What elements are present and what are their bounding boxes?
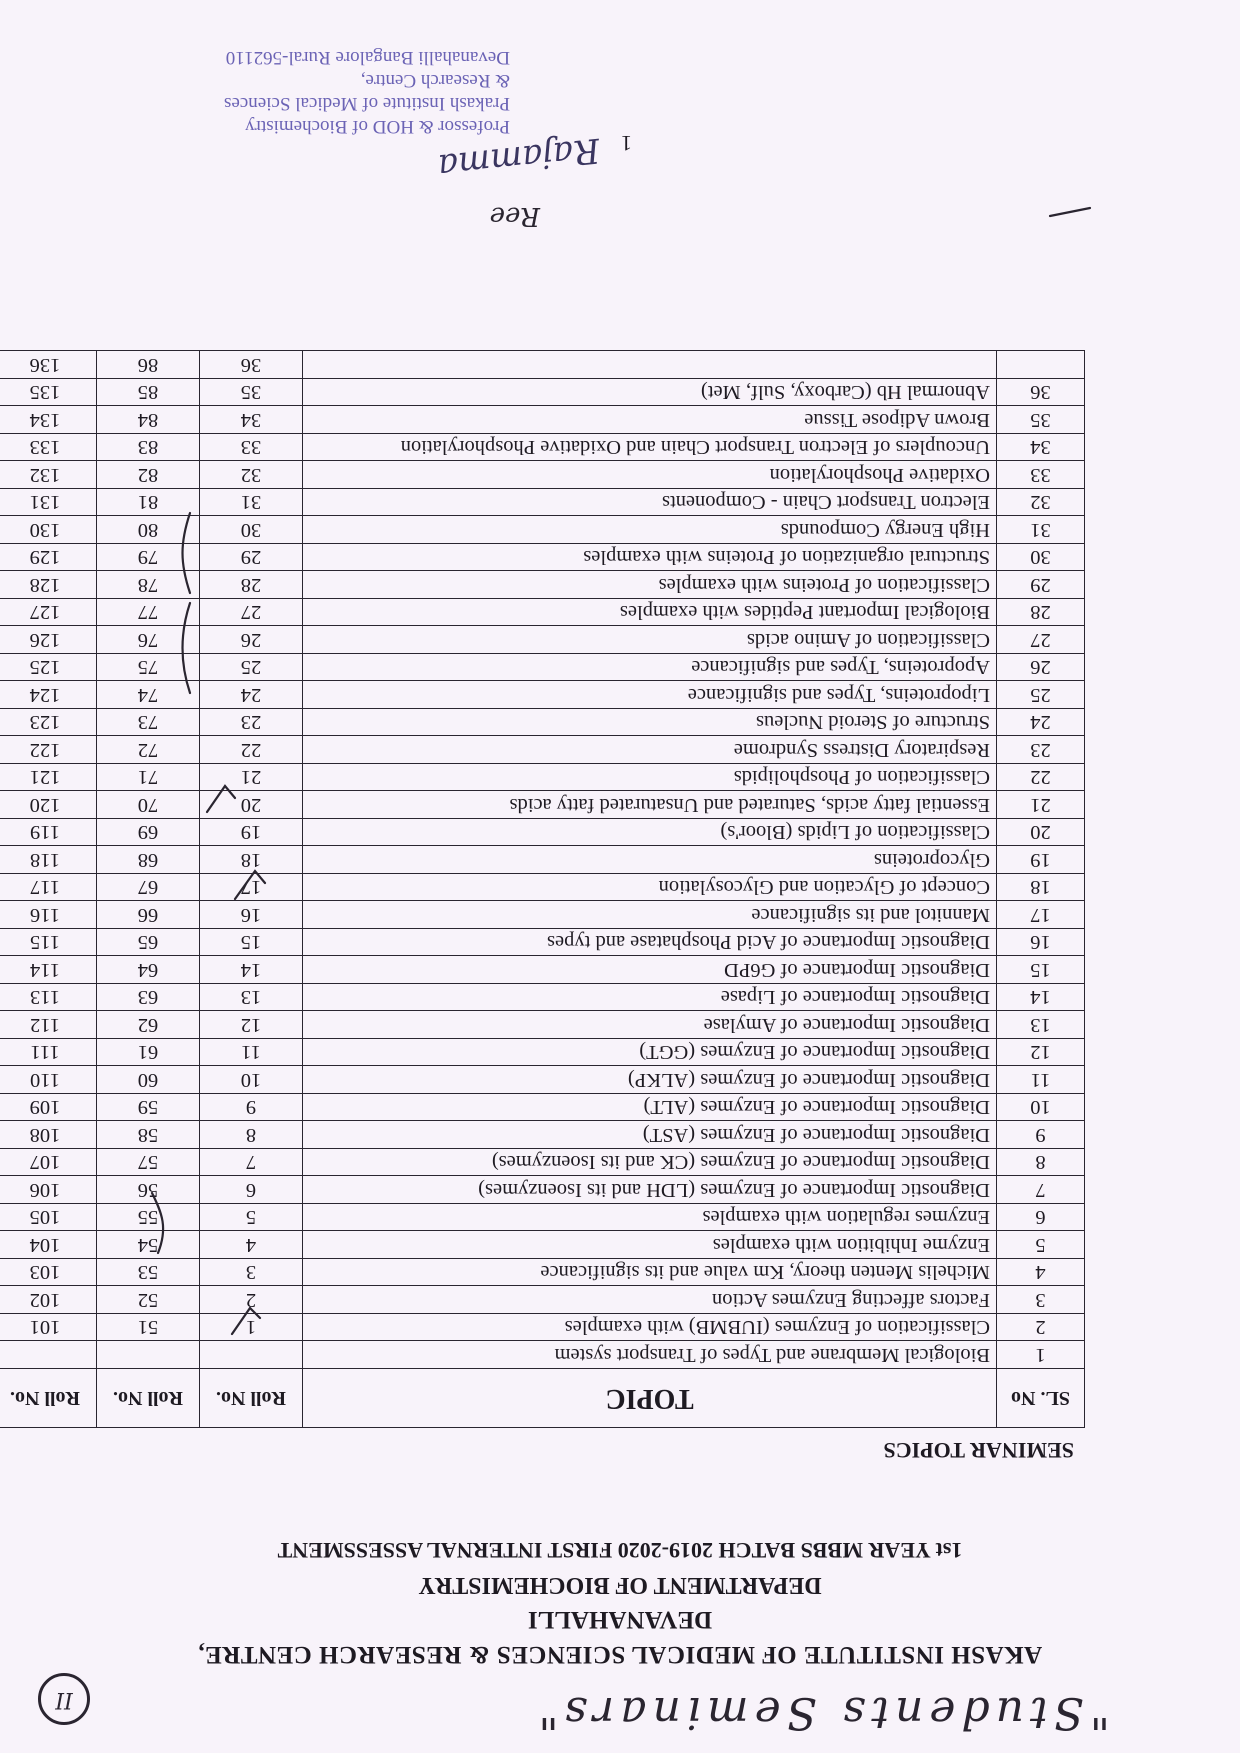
cell-roll-1: 15 [200,929,303,957]
cell-topic: Enzymes regulation with examples [303,1204,997,1232]
cell-roll-2: 72 [97,736,200,764]
table-row [0,406,1085,434]
table-row [0,901,1085,929]
cell-roll-1: 21 [200,764,303,792]
cell-topic: High Energy Compounds [303,516,997,544]
cell-roll-2: 61 [97,1039,200,1067]
cell-topic: Structure of Steroid Nucleus [303,709,997,737]
handwritten-initials: Ree [489,201,540,231]
cell-roll-1: 10 [200,1066,303,1094]
table-row [0,929,1085,957]
cell-roll-2: 66 [97,901,200,929]
handwritten-title-note: "Students Seminars" [532,1687,1110,1738]
cell-topic: Biological Important Peptides with examples [303,599,997,627]
cell-roll-3 [0,1341,97,1369]
cell-topic: Concept of Glycation and Glycosylation [303,874,997,902]
cell-roll-2: 64 [97,956,200,984]
cell-roll-3: 134 [0,406,97,434]
cell-sl-no: 19 [997,846,1085,874]
cell-roll-1: 7 [200,1149,303,1177]
section-label: SEMINAR TOPICS [883,1438,1074,1463]
cell-roll-2: 55 [97,1204,200,1232]
cell-sl-no: 10 [997,1094,1085,1122]
cell-sl-no: 34 [997,434,1085,462]
cell-sl-no: 20 [997,819,1085,847]
cell-roll-3: 126 [0,626,97,654]
cell-sl-no: 2 [997,1314,1085,1342]
cell-roll-1: 35 [200,379,303,407]
table-row [0,681,1085,709]
cell-roll-1: 12 [200,1011,303,1039]
cell-roll-3: 115 [0,929,97,957]
table-row [0,379,1085,407]
cell-roll-3: 108 [0,1121,97,1149]
cell-sl-no: 21 [997,791,1085,819]
page-number: 1 [621,131,632,156]
cell-topic [303,351,997,379]
cell-topic: Diagnostic Importance of Amylase [303,1011,997,1039]
cell-roll-3: 128 [0,571,97,599]
cell-roll-3: 102 [0,1286,97,1314]
cell-sl-no: 18 [997,874,1085,902]
cell-roll-1: 25 [200,654,303,682]
cell-roll-1: 2 [200,1286,303,1314]
cell-roll-3: 113 [0,984,97,1012]
cell-sl-no: 3 [997,1286,1085,1314]
cell-roll-2: 52 [97,1286,200,1314]
stamp-line-3: & Research Centre, [360,70,510,91]
cell-sl-no: 9 [997,1121,1085,1149]
cell-roll-1: 3 [200,1259,303,1287]
table-row [0,1176,1085,1204]
cell-sl-no: 7 [997,1176,1085,1204]
cell-roll-2: 79 [97,544,200,572]
stamp-line-2: Prakash Institute of Medical Sciences [224,93,510,114]
cell-roll-1: 19 [200,819,303,847]
cell-roll-3: 112 [0,1011,97,1039]
cell-roll-2: 69 [97,819,200,847]
cell-roll-1: 14 [200,956,303,984]
cell-roll-2: 62 [97,1011,200,1039]
cell-roll-2: 77 [97,599,200,627]
table-row [0,1066,1085,1094]
table-row [0,489,1085,517]
cell-sl-no: 36 [997,379,1085,407]
cell-roll-3: 117 [0,874,97,902]
cell-roll-1: 22 [200,736,303,764]
table-row [0,434,1085,462]
cell-roll-2: 85 [97,379,200,407]
cell-roll-1: 30 [200,516,303,544]
cell-topic: Diagnostic Importance of Enzymes (LDH and its Isoenzymes) [303,1176,997,1204]
cell-roll-3: 118 [0,846,97,874]
cell-sl-no: 17 [997,901,1085,929]
cell-roll-2: 74 [97,681,200,709]
cell-roll-3: 135 [0,379,97,407]
cell-roll-2: 53 [97,1259,200,1287]
cell-roll-3: 110 [0,1066,97,1094]
table-row [0,791,1085,819]
table-header-row [0,1369,1085,1428]
table-row [0,736,1085,764]
cell-roll-1: 33 [200,434,303,462]
cell-sl-no: 1 [997,1341,1085,1369]
stamp-line-1: Professor & HOD of Biochemistry [245,116,510,137]
cell-topic: Oxidative Phosphorylation [303,461,997,489]
cell-roll-3: 122 [0,736,97,764]
table-row [0,819,1085,847]
cell-sl-no: 27 [997,626,1085,654]
cell-roll-2: 82 [97,461,200,489]
cell-roll-1: 24 [200,681,303,709]
cell-roll-2: 81 [97,489,200,517]
cell-roll-2 [97,1341,200,1369]
cell-topic: Classification of Phospholipids [303,764,997,792]
cell-sl-no: 26 [997,654,1085,682]
table-row [0,1259,1085,1287]
cell-roll-2: 58 [97,1121,200,1149]
cell-topic: Diagnostic Importance of Enzymes (GGT) [303,1039,997,1067]
cell-topic: Michelis Menten theory, Km value and its significance [303,1259,997,1287]
cell-topic: Respiratory Distress Syndrome [303,736,997,764]
cell-topic: Mannitol and its significance [303,901,997,929]
table-row [0,1039,1085,1067]
cell-topic: Classification of Proteins with examples [303,571,997,599]
cell-roll-1: 16 [200,901,303,929]
table-row [0,654,1085,682]
stamp-line-4: Devanahalli Bangalore Rural-562110 [225,47,510,68]
table-row [0,351,1085,379]
cell-roll-2: 60 [97,1066,200,1094]
dash-mark [1050,208,1090,216]
cell-roll-1: 18 [200,846,303,874]
cell-roll-3: 131 [0,489,97,517]
table-row [0,984,1085,1012]
cell-sl-no: 8 [997,1149,1085,1177]
cell-roll-2: 59 [97,1094,200,1122]
cell-topic: Diagnostic Importance of Enzymes (ALKP) [303,1066,997,1094]
cell-topic: Uncouplers of Electron Transport Chain and Oxidative Phosphorylation [303,434,997,462]
cell-roll-1: 6 [200,1176,303,1204]
cell-roll-1 [200,1341,303,1369]
cell-roll-1: 31 [200,489,303,517]
table-row [0,874,1085,902]
cell-roll-3: 109 [0,1094,97,1122]
table-row [0,1286,1085,1314]
table-row [0,764,1085,792]
cell-roll-1: 17 [200,874,303,902]
cell-roll-2: 83 [97,434,200,462]
cell-sl-no: 31 [997,516,1085,544]
cell-topic: Brown Adipose Tissue [303,406,997,434]
cell-roll-3: 121 [0,764,97,792]
cell-sl-no: 30 [997,544,1085,572]
cell-roll-2: 78 [97,571,200,599]
cell-roll-2: 75 [97,654,200,682]
header-roll-3: Roll No. [0,1369,97,1428]
cell-sl-no: 15 [997,956,1085,984]
cell-roll-2: 76 [97,626,200,654]
cell-sl-no: 32 [997,489,1085,517]
cell-topic: Diagnostic Importance of Enzymes (ALT) [303,1094,997,1122]
cell-roll-3: 125 [0,654,97,682]
cell-roll-2: 67 [97,874,200,902]
cell-topic: Glycoproteins [303,846,997,874]
cell-roll-3: 106 [0,1176,97,1204]
header-sl-no: SL. No [997,1369,1085,1428]
cell-roll-2: 73 [97,709,200,737]
table-row [0,709,1085,737]
header-roll-1: Roll No. [200,1369,303,1428]
table-row [0,1094,1085,1122]
table-row [0,1149,1085,1177]
cell-roll-3: 105 [0,1204,97,1232]
cell-topic: Classification of Enzymes (IUBMB) with examples [303,1314,997,1342]
cell-roll-2: 71 [97,764,200,792]
institute-name: AKASH INSTITUTE OF MEDICAL SCIENCES & RESEARCH CENTRE, [197,1641,1043,1668]
cell-roll-2: 68 [97,846,200,874]
table-row [0,1231,1085,1259]
cell-roll-1: 5 [200,1204,303,1232]
cell-roll-1: 13 [200,984,303,1012]
cell-topic: Diagnostic Importance of Enzymes (AST) [303,1121,997,1149]
cell-roll-3: 123 [0,709,97,737]
cell-roll-3: 136 [0,351,97,379]
cell-sl-no: 5 [997,1231,1085,1259]
cell-roll-2: 51 [97,1314,200,1342]
cell-sl-no [997,351,1085,379]
cell-sl-no: 11 [997,1066,1085,1094]
cell-roll-2: 65 [97,929,200,957]
cell-roll-3: 130 [0,516,97,544]
cell-topic: Essential fatty acids, Saturated and Unsaturated fatty acids [303,791,997,819]
cell-sl-no: 28 [997,599,1085,627]
cell-sl-no: 12 [997,1039,1085,1067]
cell-roll-1: 26 [200,626,303,654]
cell-roll-3: 129 [0,544,97,572]
cell-topic: Classification of Lipids (Bloor's) [303,819,997,847]
cell-topic: Biological Membrane and Types of Transport system [303,1341,997,1369]
table-body [0,351,1085,1369]
cell-sl-no: 23 [997,736,1085,764]
cell-roll-1: 34 [200,406,303,434]
cell-roll-2: 80 [97,516,200,544]
cell-topic: Diagnostic Importance of Enzymes (CK and its Isoenzymes) [303,1149,997,1177]
cell-roll-3: 104 [0,1231,97,1259]
cell-roll-3: 132 [0,461,97,489]
table-row [0,599,1085,627]
cell-sl-no: 4 [997,1259,1085,1287]
cell-roll-2: 57 [97,1149,200,1177]
cell-sl-no: 29 [997,571,1085,599]
cell-topic: Enzyme Inhibition with examples [303,1231,997,1259]
cell-roll-3: 120 [0,791,97,819]
department-name: DEPARTMENT OF BIOCHEMISTRY [418,1572,822,1598]
cell-roll-2: 56 [97,1176,200,1204]
cell-roll-3: 119 [0,819,97,847]
handwritten-circled-mark: II [38,1673,90,1725]
cell-topic: Factors affecting Enzymes Action [303,1286,997,1314]
table-row [0,846,1085,874]
cell-sl-no: 14 [997,984,1085,1012]
cell-topic: Electron Transport Chain - Components [303,489,997,517]
cell-topic: Abnormal Hb (Carboxy, Sulf, Met) [303,379,997,407]
header-topic: TOPIC [303,1369,997,1428]
cell-roll-2: 70 [97,791,200,819]
cell-roll-3: 114 [0,956,97,984]
cell-roll-2: 63 [97,984,200,1012]
cell-roll-1: 8 [200,1121,303,1149]
cell-roll-2: 54 [97,1231,200,1259]
cell-sl-no: 25 [997,681,1085,709]
cell-roll-1: 20 [200,791,303,819]
cell-topic: Structural organization of Proteins with examples [303,544,997,572]
cell-topic: Classification of Amino acids [303,626,997,654]
cell-sl-no: 24 [997,709,1085,737]
table-row [0,461,1085,489]
cell-sl-no: 22 [997,764,1085,792]
cell-roll-1: 11 [200,1039,303,1067]
cell-topic: Apoproteins, Types and significance [303,654,997,682]
batch-title: 1st YEAR MBBS BATCH 2019-2020 FIRST INTERNAL ASSESSMENT [277,1538,963,1563]
table-row [0,1314,1085,1342]
seminar-topics-table [0,351,1085,1429]
cell-roll-1: 4 [200,1231,303,1259]
table-row [0,626,1085,654]
table-row [0,1121,1085,1149]
cell-roll-1: 9 [200,1094,303,1122]
cell-sl-no: 13 [997,1011,1085,1039]
cell-sl-no: 33 [997,461,1085,489]
cell-topic: Lipoproteins, Types and significance [303,681,997,709]
header-roll-2: Roll No. [97,1369,200,1428]
cell-sl-no: 35 [997,406,1085,434]
cell-topic: Diagnostic Importance of Lipase [303,984,997,1012]
cell-roll-3: 101 [0,1314,97,1342]
cell-roll-1: 27 [200,599,303,627]
cell-sl-no: 6 [997,1204,1085,1232]
table-row [0,956,1085,984]
cell-roll-2: 86 [97,351,200,379]
cell-topic: Diagnostic Importance of G6PD [303,956,997,984]
cell-roll-1: 23 [200,709,303,737]
table-row [0,516,1085,544]
table-row [0,1204,1085,1232]
cell-roll-1: 32 [200,461,303,489]
cell-roll-2: 84 [97,406,200,434]
cell-roll-1: 36 [200,351,303,379]
cell-roll-3: 111 [0,1039,97,1067]
hod-stamp [150,46,510,138]
cell-roll-1: 1 [200,1314,303,1342]
cell-roll-3: 127 [0,599,97,627]
cell-roll-1: 28 [200,571,303,599]
table-row [0,1341,1085,1369]
cell-roll-3: 103 [0,1259,97,1287]
cell-topic: Diagnostic Importance of Acid Phosphatase and types [303,929,997,957]
cell-roll-3: 116 [0,901,97,929]
cell-sl-no: 16 [997,929,1085,957]
handwritten-signature: Rajamma [436,129,602,187]
table-row [0,1011,1085,1039]
cell-roll-3: 107 [0,1149,97,1177]
cell-roll-3: 133 [0,434,97,462]
cell-roll-3: 124 [0,681,97,709]
table-row [0,571,1085,599]
cell-roll-1: 29 [200,544,303,572]
institute-location: DEVANAHALLI [527,1606,713,1633]
table-row [0,544,1085,572]
